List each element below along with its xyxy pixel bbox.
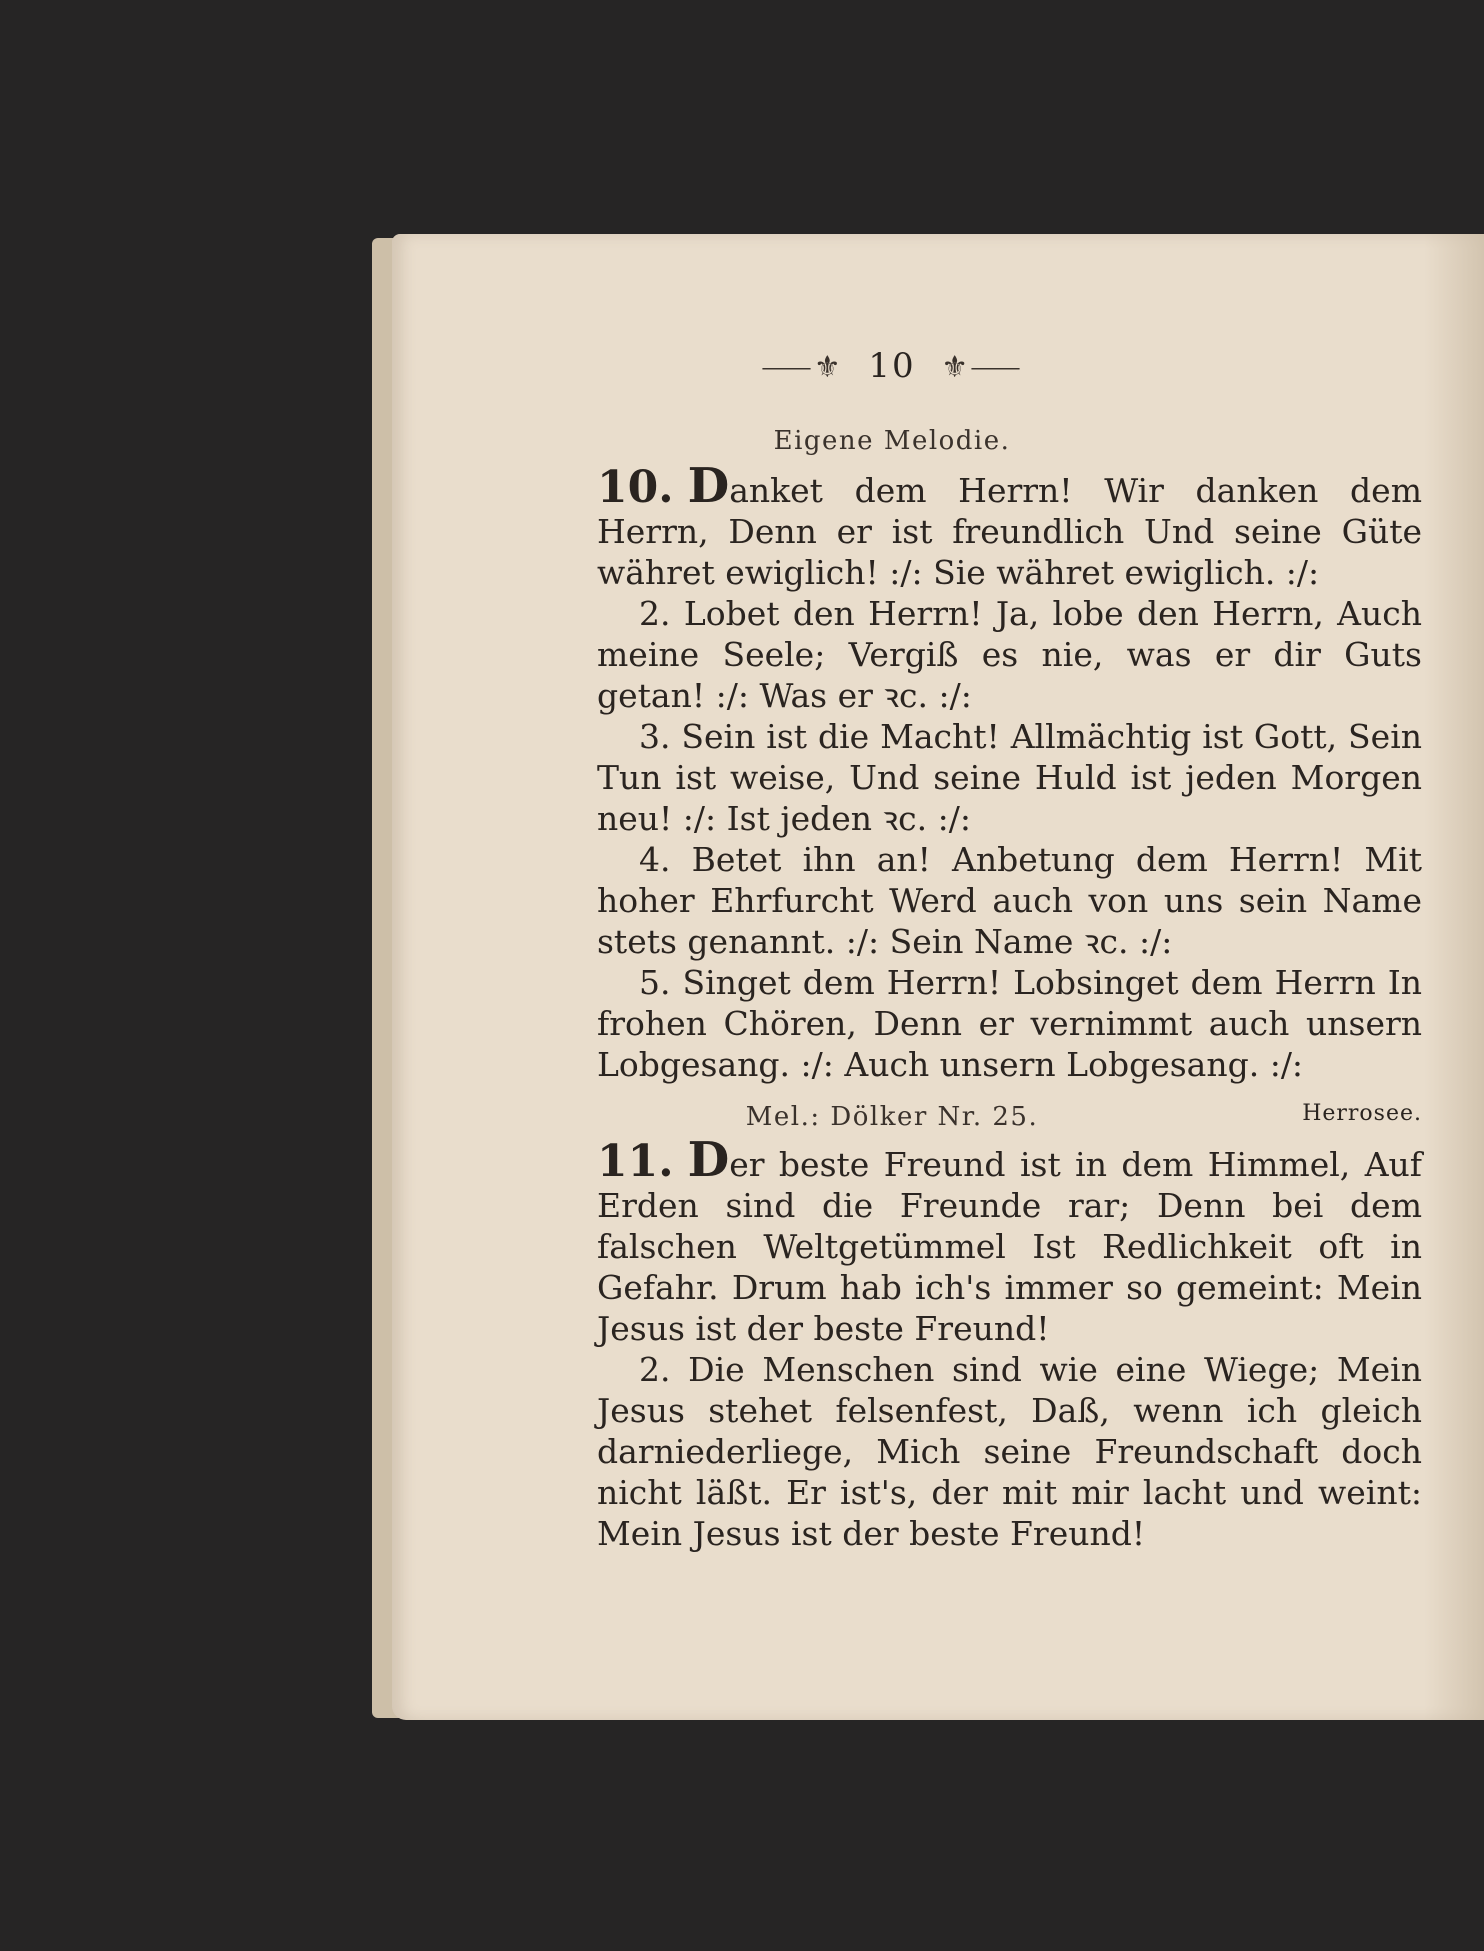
book-page [392,234,1484,1720]
header-ornament-left: ⸺⚜ [761,350,843,385]
hymn-11-verse-1 [597,1132,1422,1349]
page-curve-shadow [1424,234,1484,1720]
header-ornament-right: ⚜⸺ [941,350,1023,385]
hymn-11-verse-1-text: er beste Freund ist in dem Himmel, Auf Erden sind die Freunde rar; Denn bei dem falschen Weltgetümmel Ist Redlichkeit oft in Gefahr. Drum hab ich's immer so gemeint: Mein Jesus ist der beste Freund! [597,1145,1422,1348]
hymn-11-initial: D [687,1132,730,1188]
hymn-11-melody: Mel.: Dölker Nr. 25. [745,1102,1039,1132]
hymn-10-melody: Eigene Melodie. [773,426,1011,456]
hymn-10-verse-3: 3. Sein ist die Macht! Allmächtig ist Gott, Sein Tun ist weise, Und seine Huld ist jeden Morgen neu! :/: Ist jeden ꝛc. :/: [597,717,1422,838]
hymn-10-initial: D [687,458,730,514]
hymn-10-verse-2: 2. Lobet den Herrn! Ja, lobe den Herrn, Auch meine Seele; Vergiß es nie, was er dir Guts getan! :/: Was er ꝛc. :/: [597,594,1422,715]
page-header [392,342,1392,386]
hymn-10 [597,458,1422,1134]
hymn-10-verse-5-text: 5. Singet dem Herrn! Lobsinget dem Herrn In frohen Chören, Denn er vernimmt auch unsern Lobgesang. :/: Auch unsern Lobgesang. :/: [597,963,1422,1084]
hymn-10-verse-1-text: anket dem Herrn! Wir danken dem Herrn, Denn er ist freundlich Und seine Güte währet ewiglich! :/: Sie währet ewiglich. :/: [597,471,1422,592]
hymn-10-verse-1 [597,458,1422,593]
hymn-11-verse-2: 2. Die Menschen sind wie eine Wiege; Mein Jesus stehet felsenfest, Daß, wenn ich gleich darniederliege, Mich seine Freundschaft doch nicht läßt. Er ist's, der mit mir lacht und weint: Mein Jesus ist der beste Freund! [597,1350,1422,1553]
hymn-10-author: Herrosee. [1302,1101,1422,1126]
page-number: 10 [868,346,916,386]
hymn-10-number: 10. [597,462,674,513]
hymn-11 [597,1132,1422,1554]
hymn-11-number: 11. [597,1136,674,1187]
hymn-10-verse-4: 4. Betet ihn an! Anbetung dem Herrn! Mit hoher Ehrfurcht Werd auch von uns sein Name stets genannt. :/: Sein Name ꝛc. :/: [597,840,1422,961]
